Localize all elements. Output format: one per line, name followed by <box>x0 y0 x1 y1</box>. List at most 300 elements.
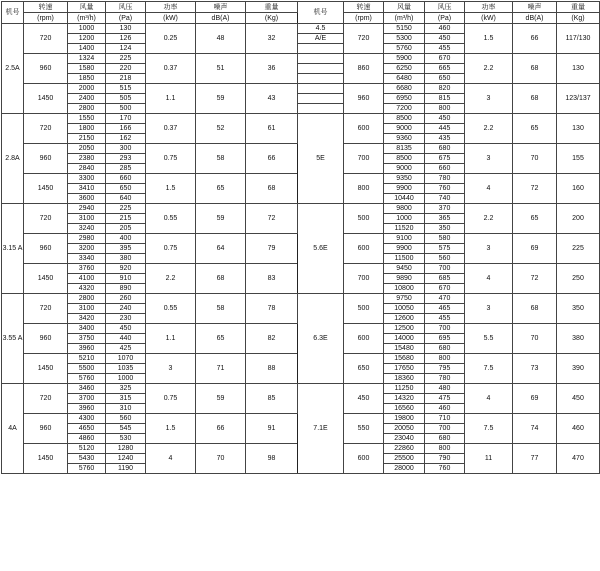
speed-cell: 700 <box>344 264 384 294</box>
airflow-cell: 9350 <box>384 174 425 184</box>
header-airflow: 风量 <box>384 2 425 13</box>
airflow-cell: 5760 <box>68 374 106 384</box>
header-row <box>2 2 600 13</box>
airflow-cell: 6480 <box>384 74 425 84</box>
speed-cell: 600 <box>344 444 384 474</box>
pressure-cell: 450 <box>425 114 465 124</box>
speed-cell: 720 <box>24 204 68 234</box>
pressure-cell: 685 <box>425 274 465 284</box>
pressure-cell: 475 <box>425 394 465 404</box>
header-unit-speed: (rpm) <box>344 13 384 24</box>
airflow-cell: 4650 <box>68 424 106 434</box>
noise-cell: 48 <box>196 24 246 54</box>
speed-cell: 720 <box>24 114 68 144</box>
airflow-cell: 1850 <box>68 74 106 84</box>
noise-cell: 72 <box>513 174 557 204</box>
header-model: 机号 <box>2 2 24 24</box>
pressure-cell: 215 <box>106 214 146 224</box>
pressure-cell: 315 <box>106 394 146 404</box>
airflow-cell: 6250 <box>384 64 425 74</box>
airflow-cell: 3700 <box>68 394 106 404</box>
airflow-cell: 10800 <box>384 284 425 294</box>
noise-cell: 66 <box>196 414 246 444</box>
power-cell: 3 <box>465 294 513 324</box>
weight-cell: 61 <box>246 114 298 144</box>
speed-cell: 1450 <box>24 354 68 384</box>
power-cell: 0.75 <box>146 384 196 414</box>
airflow-cell: 2400 <box>68 94 106 104</box>
speed-cell: 960 <box>344 84 384 114</box>
weight-cell: 250 <box>557 264 600 294</box>
airflow-cell: 8500 <box>384 154 425 164</box>
airflow-cell: 3100 <box>68 304 106 314</box>
airflow-cell: 9890 <box>384 274 425 284</box>
airflow-cell: 6680 <box>384 84 425 94</box>
model-cell: 4.5 <box>298 24 344 34</box>
pressure-cell: 450 <box>425 34 465 44</box>
power-cell: 4 <box>465 174 513 204</box>
airflow-cell: 1000 <box>384 214 425 224</box>
airflow-cell: 22860 <box>384 444 425 454</box>
pressure-cell: 800 <box>425 444 465 454</box>
noise-cell: 74 <box>513 414 557 444</box>
power-cell: 1.5 <box>465 24 513 54</box>
pressure-cell: 1000 <box>106 374 146 384</box>
power-cell: 4 <box>465 264 513 294</box>
pressure-cell: 230 <box>106 314 146 324</box>
pressure-cell: 580 <box>425 234 465 244</box>
power-cell: 2.2 <box>465 114 513 144</box>
spec-table-body <box>2 2 600 474</box>
power-cell: 2.2 <box>465 54 513 84</box>
pressure-cell: 760 <box>425 464 465 474</box>
airflow-cell: 2840 <box>68 164 106 174</box>
model-cell: A/E <box>298 34 344 44</box>
pressure-cell: 170 <box>106 114 146 124</box>
model-cell: 4A <box>2 384 24 474</box>
pressure-cell: 500 <box>106 104 146 114</box>
pressure-cell: 310 <box>106 404 146 414</box>
table-row <box>2 84 600 94</box>
pressure-cell: 560 <box>425 254 465 264</box>
airflow-cell: 9750 <box>384 294 425 304</box>
header-noise: 噪声 <box>513 2 557 13</box>
model-cell: 2.8A <box>2 114 24 204</box>
airflow-cell: 2940 <box>68 204 106 214</box>
pressure-cell: 780 <box>425 374 465 384</box>
table-row <box>2 24 600 34</box>
airflow-cell: 12600 <box>384 314 425 324</box>
fan-spec-table <box>1 1 600 474</box>
header-unit-airflow: (m³/h) <box>384 13 425 24</box>
speed-cell: 960 <box>24 144 68 174</box>
airflow-cell: 1550 <box>68 114 106 124</box>
airflow-cell: 3420 <box>68 314 106 324</box>
pressure-cell: 515 <box>106 84 146 94</box>
pressure-cell: 740 <box>425 194 465 204</box>
pressure-cell: 800 <box>425 354 465 364</box>
pressure-cell: 225 <box>106 54 146 64</box>
airflow-cell: 3400 <box>68 324 106 334</box>
table-row <box>2 204 600 214</box>
weight-cell: 117/130 <box>557 24 600 54</box>
pressure-cell: 795 <box>425 364 465 374</box>
pressure-cell: 300 <box>106 144 146 154</box>
airflow-cell: 7200 <box>384 104 425 114</box>
pressure-cell: 285 <box>106 164 146 174</box>
airflow-cell: 25500 <box>384 454 425 464</box>
power-cell: 2.2 <box>146 264 196 294</box>
noise-cell: 70 <box>196 444 246 474</box>
airflow-cell: 1000 <box>68 24 106 34</box>
pressure-cell: 505 <box>106 94 146 104</box>
airflow-cell: 3960 <box>68 344 106 354</box>
pressure-cell: 1035 <box>106 364 146 374</box>
airflow-cell: 5500 <box>68 364 106 374</box>
model-cell <box>298 44 344 54</box>
pressure-cell: 670 <box>425 54 465 64</box>
noise-cell: 65 <box>513 114 557 144</box>
power-cell: 2.2 <box>465 204 513 234</box>
airflow-cell: 2800 <box>68 104 106 114</box>
airflow-cell: 15480 <box>384 344 425 354</box>
pressure-cell: 460 <box>425 404 465 414</box>
power-cell: 4 <box>146 444 196 474</box>
airflow-cell: 5760 <box>384 44 425 54</box>
airflow-cell: 12500 <box>384 324 425 334</box>
airflow-cell: 10440 <box>384 194 425 204</box>
pressure-cell: 650 <box>425 74 465 84</box>
speed-cell: 960 <box>24 324 68 354</box>
header-unit-pressure: (Pa) <box>425 13 465 24</box>
noise-cell: 52 <box>196 114 246 144</box>
table-row <box>2 54 600 64</box>
power-cell: 0.55 <box>146 204 196 234</box>
model-cell <box>298 104 344 114</box>
airflow-cell: 2050 <box>68 144 106 154</box>
airflow-cell: 5120 <box>68 444 106 454</box>
weight-cell: 98 <box>246 444 298 474</box>
pressure-cell: 126 <box>106 34 146 44</box>
noise-cell: 70 <box>513 144 557 174</box>
airflow-cell: 11500 <box>384 254 425 264</box>
pressure-cell: 820 <box>425 84 465 94</box>
airflow-cell: 2380 <box>68 154 106 164</box>
pressure-cell: 1240 <box>106 454 146 464</box>
airflow-cell: 17650 <box>384 364 425 374</box>
model-cell: 3.15 A <box>2 204 24 294</box>
speed-cell: 860 <box>344 54 384 84</box>
header-unit-noise: dB(A) <box>196 13 246 24</box>
pressure-cell: 695 <box>425 334 465 344</box>
airflow-cell: 5150 <box>384 24 425 34</box>
noise-cell: 69 <box>513 384 557 414</box>
pressure-cell: 350 <box>425 224 465 234</box>
pressure-cell: 560 <box>106 414 146 424</box>
header-unit-pressure: (Pa) <box>106 13 146 24</box>
airflow-cell: 28000 <box>384 464 425 474</box>
pressure-cell: 665 <box>425 64 465 74</box>
speed-cell: 960 <box>24 234 68 264</box>
weight-cell: 155 <box>557 144 600 174</box>
header-noise: 噪声 <box>196 2 246 13</box>
power-cell: 1.5 <box>146 414 196 444</box>
noise-cell: 59 <box>196 204 246 234</box>
pressure-cell: 800 <box>425 104 465 114</box>
speed-cell: 720 <box>344 24 384 54</box>
pressure-cell: 710 <box>425 414 465 424</box>
header-power: 功率 <box>465 2 513 13</box>
pressure-cell: 455 <box>425 44 465 54</box>
pressure-cell: 700 <box>425 264 465 274</box>
power-cell: 5.5 <box>465 324 513 354</box>
power-cell: 0.37 <box>146 114 196 144</box>
airflow-cell: 1200 <box>68 34 106 44</box>
weight-cell: 36 <box>246 54 298 84</box>
pressure-cell: 293 <box>106 154 146 164</box>
power-cell: 4 <box>465 384 513 414</box>
weight-cell: 470 <box>557 444 600 474</box>
speed-cell: 960 <box>24 414 68 444</box>
speed-cell: 1450 <box>24 444 68 474</box>
weight-cell: 130 <box>557 114 600 144</box>
speed-cell: 720 <box>24 294 68 324</box>
weight-cell: 66 <box>246 144 298 174</box>
pressure-cell: 815 <box>425 94 465 104</box>
power-cell: 0.75 <box>146 234 196 264</box>
airflow-cell: 6950 <box>384 94 425 104</box>
speed-cell: 1450 <box>24 174 68 204</box>
header-pressure: 风压 <box>425 2 465 13</box>
airflow-cell: 5900 <box>384 54 425 64</box>
pressure-cell: 450 <box>106 324 146 334</box>
noise-cell: 70 <box>513 324 557 354</box>
power-cell: 0.37 <box>146 54 196 84</box>
noise-cell: 68 <box>513 294 557 324</box>
weight-cell: 350 <box>557 294 600 324</box>
model-cell <box>298 84 344 94</box>
airflow-cell: 4320 <box>68 284 106 294</box>
noise-cell: 68 <box>513 54 557 84</box>
pressure-cell: 910 <box>106 274 146 284</box>
airflow-cell: 18360 <box>384 374 425 384</box>
weight-cell: 390 <box>557 354 600 384</box>
model-cell <box>298 54 344 64</box>
airflow-cell: 19800 <box>384 414 425 424</box>
airflow-cell: 5210 <box>68 354 106 364</box>
airflow-cell: 9900 <box>384 184 425 194</box>
airflow-cell: 3460 <box>68 384 106 394</box>
power-cell: 0.55 <box>146 294 196 324</box>
speed-cell: 600 <box>344 324 384 354</box>
pressure-cell: 130 <box>106 24 146 34</box>
model-cell <box>298 94 344 104</box>
header-unit-airflow: (m³/h) <box>68 13 106 24</box>
airflow-cell: 11250 <box>384 384 425 394</box>
pressure-cell: 460 <box>425 24 465 34</box>
airflow-cell: 1324 <box>68 54 106 64</box>
model-cell: 7.1E <box>298 384 344 474</box>
pressure-cell: 465 <box>425 304 465 314</box>
airflow-cell: 15680 <box>384 354 425 364</box>
power-cell: 0.25 <box>146 24 196 54</box>
weight-cell: 68 <box>246 174 298 204</box>
table-row <box>2 384 600 394</box>
airflow-cell: 9100 <box>384 234 425 244</box>
weight-cell: 91 <box>246 414 298 444</box>
weight-cell: 72 <box>246 204 298 234</box>
pressure-cell: 480 <box>425 384 465 394</box>
pressure-cell: 440 <box>106 334 146 344</box>
power-cell: 3 <box>465 144 513 174</box>
weight-cell: 225 <box>557 234 600 264</box>
airflow-cell: 14000 <box>384 334 425 344</box>
pressure-cell: 166 <box>106 124 146 134</box>
noise-cell: 58 <box>196 144 246 174</box>
noise-cell: 73 <box>513 354 557 384</box>
speed-cell: 550 <box>344 414 384 444</box>
pressure-cell: 455 <box>425 314 465 324</box>
speed-cell: 450 <box>344 384 384 414</box>
weight-cell: 160 <box>557 174 600 204</box>
noise-cell: 59 <box>196 384 246 414</box>
airflow-cell: 16560 <box>384 404 425 414</box>
pressure-cell: 530 <box>106 434 146 444</box>
pressure-cell: 680 <box>425 344 465 354</box>
airflow-cell: 3300 <box>68 174 106 184</box>
pressure-cell: 650 <box>106 184 146 194</box>
header-unit-power: (kW) <box>146 13 196 24</box>
weight-cell: 460 <box>557 414 600 444</box>
power-cell: 11 <box>465 444 513 474</box>
noise-cell: 58 <box>196 294 246 324</box>
pressure-cell: 660 <box>106 174 146 184</box>
airflow-cell: 9450 <box>384 264 425 274</box>
weight-cell: 78 <box>246 294 298 324</box>
airflow-cell: 5300 <box>384 34 425 44</box>
pressure-cell: 680 <box>425 144 465 154</box>
noise-cell: 68 <box>196 264 246 294</box>
weight-cell: 123/137 <box>557 84 600 114</box>
power-cell: 7.5 <box>465 414 513 444</box>
airflow-cell: 1800 <box>68 124 106 134</box>
airflow-cell: 14320 <box>384 394 425 404</box>
pressure-cell: 675 <box>425 154 465 164</box>
speed-cell: 600 <box>344 114 384 144</box>
header-power: 功率 <box>146 2 196 13</box>
pressure-cell: 395 <box>106 244 146 254</box>
noise-cell: 65 <box>196 174 246 204</box>
weight-cell: 82 <box>246 324 298 354</box>
airflow-cell: 4100 <box>68 274 106 284</box>
airflow-cell: 3240 <box>68 224 106 234</box>
weight-cell: 88 <box>246 354 298 384</box>
table-row <box>2 294 600 304</box>
pressure-cell: 370 <box>425 204 465 214</box>
noise-cell: 51 <box>196 54 246 84</box>
speed-cell: 650 <box>344 354 384 384</box>
model-cell: 5E <box>298 114 344 204</box>
pressure-cell: 220 <box>106 64 146 74</box>
pressure-cell: 660 <box>425 164 465 174</box>
airflow-cell: 8500 <box>384 114 425 124</box>
header-unit-speed: (rpm) <box>24 13 68 24</box>
pressure-cell: 218 <box>106 74 146 84</box>
header-unit-power: (kW) <box>465 13 513 24</box>
pressure-cell: 425 <box>106 344 146 354</box>
pressure-cell: 1280 <box>106 444 146 454</box>
pressure-cell: 225 <box>106 204 146 214</box>
airflow-cell: 5430 <box>68 454 106 464</box>
header-unit-weight: (Kg) <box>557 13 600 24</box>
header-pressure: 风压 <box>106 2 146 13</box>
airflow-cell: 4300 <box>68 414 106 424</box>
pressure-cell: 400 <box>106 234 146 244</box>
pressure-cell: 670 <box>425 284 465 294</box>
table-row <box>2 114 600 124</box>
pressure-cell: 470 <box>425 294 465 304</box>
noise-cell: 64 <box>196 234 246 264</box>
pressure-cell: 790 <box>425 454 465 464</box>
airflow-cell: 2000 <box>68 84 106 94</box>
pressure-cell: 124 <box>106 44 146 54</box>
power-cell: 7.5 <box>465 354 513 384</box>
pressure-cell: 365 <box>425 214 465 224</box>
model-cell: 3.55 A <box>2 294 24 384</box>
power-cell: 3 <box>146 354 196 384</box>
pressure-cell: 545 <box>106 424 146 434</box>
airflow-cell: 1580 <box>68 64 106 74</box>
noise-cell: 72 <box>513 264 557 294</box>
pressure-cell: 700 <box>425 324 465 334</box>
speed-cell: 700 <box>344 144 384 174</box>
noise-cell: 59 <box>196 84 246 114</box>
airflow-cell: 3100 <box>68 214 106 224</box>
speed-cell: 600 <box>344 234 384 264</box>
pressure-cell: 700 <box>425 424 465 434</box>
weight-cell: 43 <box>246 84 298 114</box>
pressure-cell: 445 <box>425 124 465 134</box>
speed-cell: 500 <box>344 294 384 324</box>
noise-cell: 71 <box>196 354 246 384</box>
header-speed: 转速 <box>344 2 384 13</box>
pressure-cell: 920 <box>106 264 146 274</box>
speed-cell: 720 <box>24 384 68 414</box>
pressure-cell: 1190 <box>106 464 146 474</box>
airflow-cell: 3340 <box>68 254 106 264</box>
weight-cell: 32 <box>246 24 298 54</box>
pressure-cell: 162 <box>106 134 146 144</box>
power-cell: 3 <box>465 234 513 264</box>
header-model: 机号 <box>298 2 344 24</box>
noise-cell: 68 <box>513 84 557 114</box>
model-cell: 5.6E <box>298 204 344 294</box>
airflow-cell: 23040 <box>384 434 425 444</box>
power-cell: 1.1 <box>146 324 196 354</box>
power-cell: 0.75 <box>146 144 196 174</box>
header-weight: 重量 <box>557 2 600 13</box>
pressure-cell: 780 <box>425 174 465 184</box>
power-cell: 1.1 <box>146 84 196 114</box>
noise-cell: 65 <box>513 204 557 234</box>
pressure-cell: 640 <box>106 194 146 204</box>
weight-cell: 380 <box>557 324 600 354</box>
airflow-cell: 9000 <box>384 124 425 134</box>
airflow-cell: 10050 <box>384 304 425 314</box>
header-speed: 转速 <box>24 2 68 13</box>
pressure-cell: 760 <box>425 184 465 194</box>
speed-cell: 1450 <box>24 84 68 114</box>
